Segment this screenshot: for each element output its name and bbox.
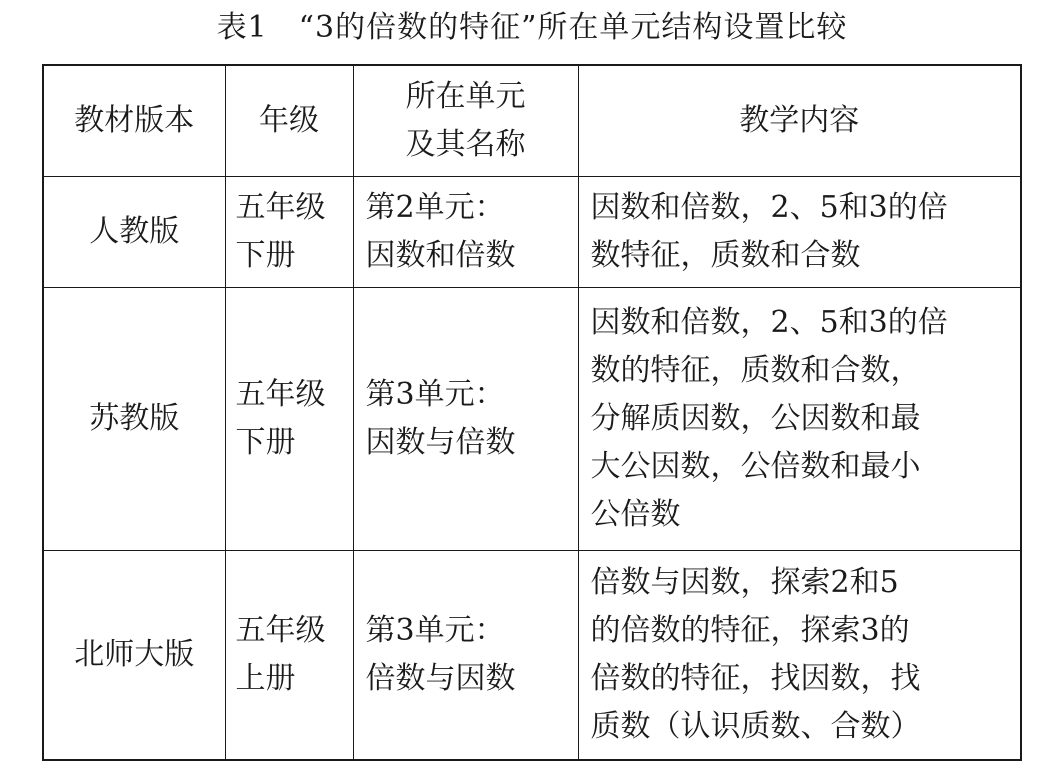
cell-content-line: 数的特征，质数和合数， — [590, 353, 921, 388]
cell-unit-line2: 倍数与因数 — [365, 661, 516, 696]
cell-unit-line2: 因数和倍数 — [365, 238, 516, 273]
header-content: 教学内容 — [578, 65, 1021, 177]
cell-grade-line1: 五年级 — [235, 190, 326, 225]
header-unit-line2: 及其名称 — [405, 127, 526, 162]
cell-content-line: 倍数的特征，找因数，找 — [590, 661, 921, 696]
cell-unit-line1: 第3单元： — [365, 377, 505, 412]
cell-content-line: 因数和倍数，2、5和3的倍 — [590, 305, 948, 340]
cell-grade — [225, 288, 353, 551]
cell-unit — [353, 551, 578, 761]
cell-unit-line2: 因数与倍数 — [365, 425, 516, 460]
cell-content-line: 分解质因数，公因数和最 — [590, 401, 921, 436]
cell-grade-line1: 五年级 — [235, 613, 326, 648]
cell-content-line: 质数（认识质数、合数） — [590, 709, 921, 744]
cell-version: 人教版 — [43, 177, 225, 288]
header-version: 教材版本 — [43, 65, 225, 177]
cell-content-line: 倍数与因数，探索2和5 — [590, 565, 899, 600]
table-row — [43, 288, 1021, 551]
cell-grade-line1: 五年级 — [235, 377, 326, 412]
header-grade: 年级 — [225, 65, 353, 177]
table-caption: 表1 “3的倍数的特征”所在单元结构设置比较 — [216, 10, 848, 45]
cell-content — [578, 551, 1021, 761]
cell-content-line: 因数和倍数，2、5和3的倍 — [590, 190, 948, 225]
header-unit-line1: 所在单元 — [405, 79, 526, 114]
cell-version: 北师大版 — [43, 551, 225, 761]
cell-version: 苏教版 — [43, 288, 225, 551]
table-row — [43, 551, 1021, 761]
cell-content-line: 大公因数，公倍数和最小 — [590, 449, 921, 484]
comparison-table — [42, 64, 1022, 761]
table-row — [43, 177, 1021, 288]
cell-grade-line2: 上册 — [235, 661, 296, 696]
cell-unit-line1: 第2单元： — [365, 190, 505, 225]
header-unit — [353, 65, 578, 177]
cell-content-line: 公倍数 — [590, 497, 681, 532]
cell-unit — [353, 288, 578, 551]
cell-content-line: 数特征，质数和合数 — [590, 238, 861, 273]
cell-grade — [225, 177, 353, 288]
cell-unit-line1: 第3单元： — [365, 613, 505, 648]
cell-content-line: 的倍数的特征，探索3的 — [590, 613, 910, 648]
cell-unit — [353, 177, 578, 288]
cell-grade-line2: 下册 — [235, 425, 296, 460]
cell-content — [578, 177, 1021, 288]
cell-content — [578, 288, 1021, 551]
cell-grade — [225, 551, 353, 761]
cell-grade-line2: 下册 — [235, 238, 296, 273]
table-header-row — [43, 65, 1021, 177]
